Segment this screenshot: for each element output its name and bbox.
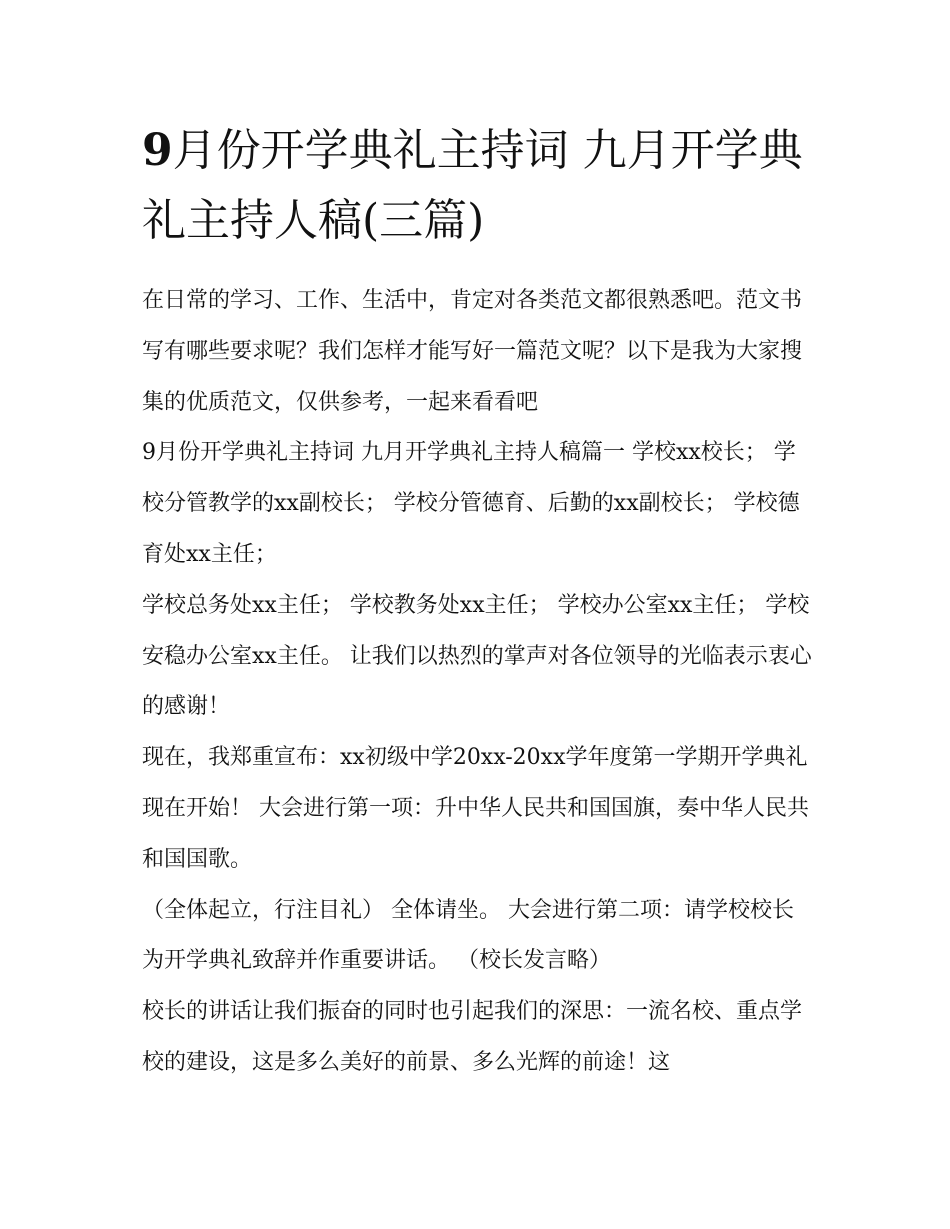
body-paragraph: 学校总务处xx主任； 学校教务处xx主任； 学校办公室xx主任； 学校安稳办公室xx主任。 让我们以热烈的掌声对各位领导的光临表示衷心的感谢！: [142, 592, 812, 720]
title-number: 9: [142, 125, 173, 176]
body-paragraph: 9月份开学典礼主持词 九月开学典礼主持人稿篇一 学校xx校长； 学校分管教学的xx副校长； 学校分管德育、后勤的xx副校长； 学校德育处xx主任；: [142, 440, 800, 567]
body-paragraph: 校长的讲话让我们振奋的同时也引起我们的深思：一流名校、重点学校的建设，这是多么美好的前景、多么光辉的前途！这: [142, 999, 803, 1075]
document-body: [142, 276, 814, 1089]
intro-paragraph: 在日常的学习、工作、生活中，肯定对各类范文都很熟悉吧。范文书写有哪些要求呢？我们怎样才能写好一篇范文呢？以下是我为大家搜集的优质范文，仅供参考，一起来看看吧: [142, 288, 803, 415]
document-title: [142, 116, 822, 256]
body-paragraph: 现在，我郑重宣布：xx初级中学20xx-20xx学年度第一学期开学典礼现在开始！ 大会进行第一项：升中华人民共和国国旗，奏中华人民共和国国歌。: [142, 745, 809, 872]
body-paragraph: （全体起立，行注目礼） 全体请坐。 大会进行第二项：请学校校长为开学典礼致辞并作重要讲话。 （校长发言略）: [142, 897, 794, 974]
title-text: 月份开学典礼主持词 九月开学典礼主持人稿(三篇): [142, 125, 803, 246]
